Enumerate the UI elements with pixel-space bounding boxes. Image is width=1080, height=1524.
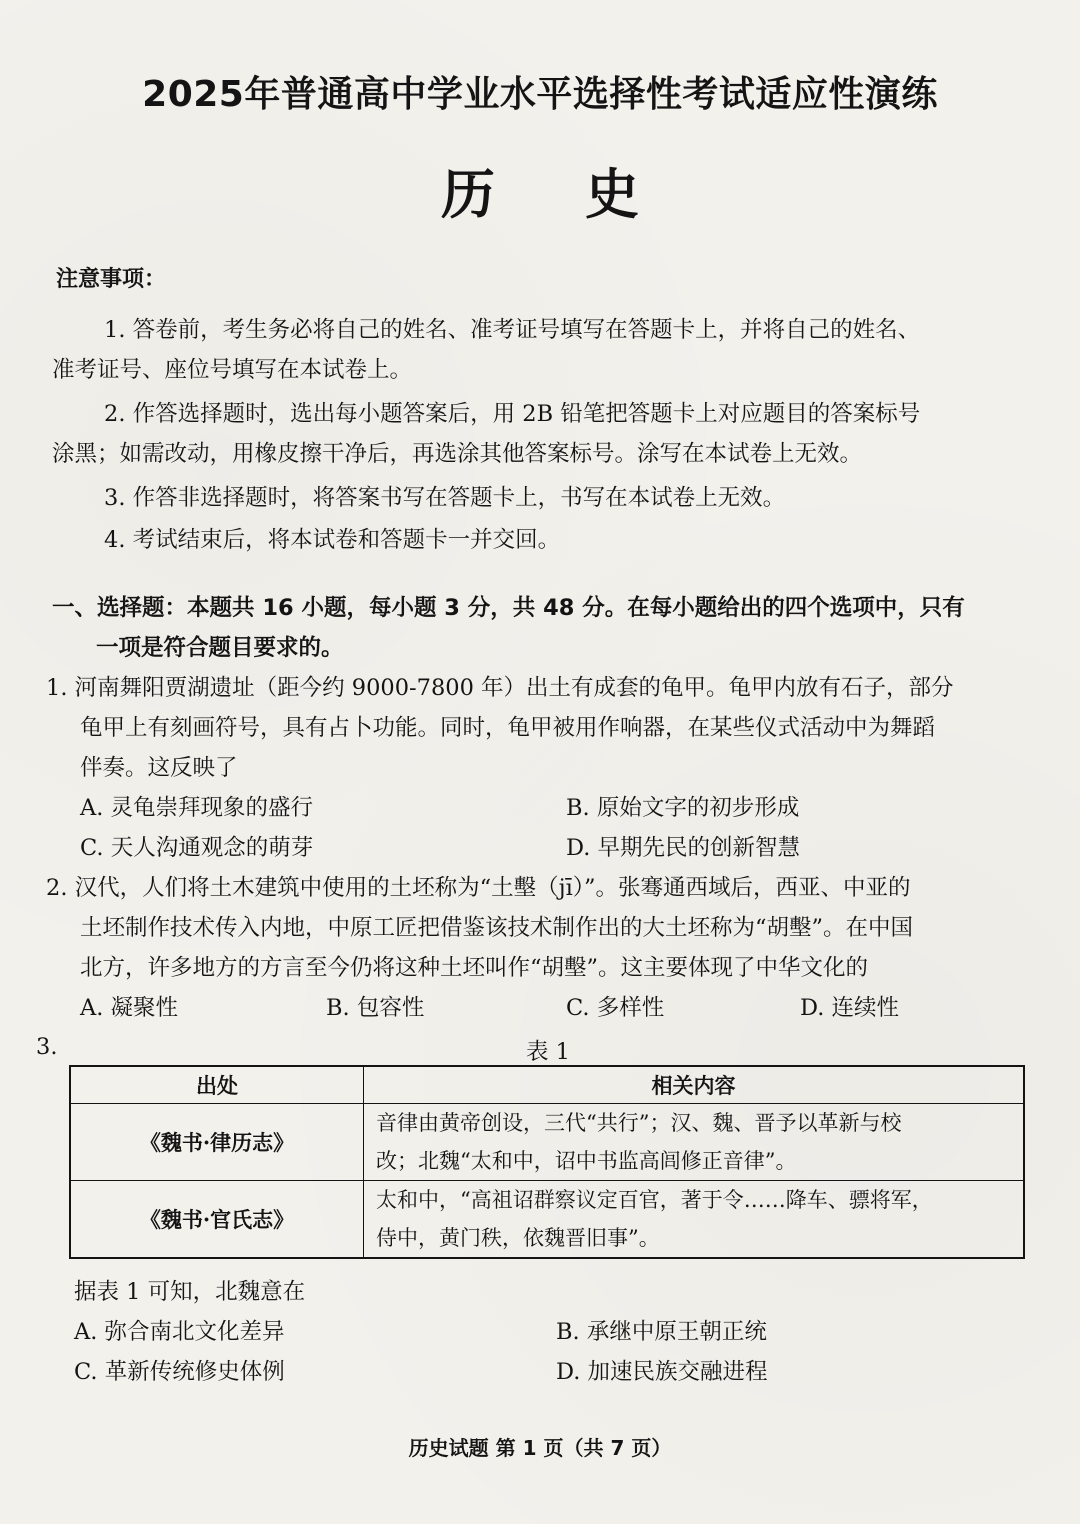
notice-item-2-line-1: 2. 作答选择题时，选出每小题答案后，用 2B 铅笔把答题卡上对应题目的答案标号 [104,401,921,427]
table-cell-content [364,1104,1025,1181]
table-cell-content [364,1181,1025,1259]
table-cell-source: 《魏书·官氏志》 [70,1181,364,1259]
notice-item-3: 3. 作答非选择题时，将答案书写在答题卡上，书写在本试卷上无效。 [104,485,786,511]
notice-item-1-line-1: 1. 答卷前，考生务必将自己的姓名、准考证号填写在答题卡上，并将自己的姓名、 [104,317,921,343]
table-cell-content-line: 改；北魏“太和中，诏中书监高闾修正音律”。 [376,1149,797,1173]
q3-option-a: A. 弥合南北文化差异 [74,1319,285,1345]
q3-option-b: B. 承继中原王朝正统 [556,1319,767,1345]
q1-option-c: C. 天人沟通观念的萌芽 [80,835,314,861]
q3-option-c: C. 革新传统修史体例 [74,1359,285,1385]
table-row [70,1104,1024,1181]
table-header-row [70,1066,1024,1104]
exam-title: 2025年普通高中学业水平选择性考试适应性演练 [142,74,938,115]
q2-option-d: D. 连续性 [800,995,900,1021]
table-1-caption: 表 1 [526,1039,570,1065]
q3-stem: 据表 1 可知，北魏意在 [74,1279,306,1305]
q3-number: 3. [36,1034,58,1060]
q1-stem-line-2: 龟甲上有刻画符号，具有占卜功能。同时，龟甲被用作响器，在某些仪式活动中为舞蹈 [80,715,936,741]
table-header-source: 出处 [70,1066,364,1104]
table-row [70,1181,1024,1259]
notice-heading: 注意事项： [56,267,167,292]
page-footer: 历史试题 第 1 页（共 7 页） [408,1436,672,1460]
notice-item-4: 4. 考试结束后，将本试卷和答题卡一并交回。 [104,527,561,553]
table-cell-source: 《魏书·律历志》 [70,1104,364,1181]
q2-option-a: A. 凝聚性 [80,995,179,1021]
q2-option-c: C. 多样性 [566,995,665,1021]
q2-option-b: B. 包容性 [326,995,425,1021]
subject-title: 历史 [441,163,729,226]
q1-stem-line-1: 1. 河南舞阳贾湖遗址（距今约 9000-7800 年）出土有成套的龟甲。龟甲内放有石子，部分 [46,675,954,701]
q2-stem-line-2: 土坯制作技术传入内地，中原工匠把借鉴该技术制作出的大土坯称为“胡墼”。在中国 [80,915,914,941]
q1-stem-line-3: 伴奏。这反映了 [80,755,238,781]
q2-stem-line-1: 2. 汉代，人们将土木建筑中使用的土坯称为“土墼（jī）”。张骞通西域后，西亚、中亚的 [46,875,911,901]
section-1-heading-line-1: 一、选择题：本题共 16 小题，每小题 3 分，共 48 分。在每小题给出的四个选项中，只有 [52,595,965,621]
q1-option-d: D. 早期先民的创新智慧 [566,835,801,861]
notice-item-1-line-2: 准考证号、座位号填写在本试卷上。 [52,357,413,383]
section-1-heading-line-2: 一项是符合题目要求的。 [96,635,344,661]
q1-option-a: A. 灵龟崇拜现象的盛行 [80,795,314,821]
table-cell-content-line: 侍中，黄门秩，依魏晋旧事”。 [376,1226,660,1250]
q3-option-d: D. 加速民族交融进程 [556,1359,768,1385]
table-cell-content-line: 音律由黄帝创设，三代“共行”；汉、魏、晋予以革新与校 [376,1111,902,1135]
table-cell-content-line: 太和中，“高祖诏群察议定百官，著于令……降车、骠将军， [376,1188,933,1212]
q1-option-b: B. 原始文字的初步形成 [566,795,800,821]
q2-stem-line-3: 北方，许多地方的方言至今仍将这种土坯叫作“胡墼”。这主要体现了中华文化的 [80,955,869,981]
table-1 [69,1065,1025,1259]
table-header-content: 相关内容 [364,1066,1025,1104]
notice-item-2-line-2: 涂黑；如需改动，用橡皮擦干净后，再选涂其他答案标号。涂写在本试卷上无效。 [52,441,863,467]
